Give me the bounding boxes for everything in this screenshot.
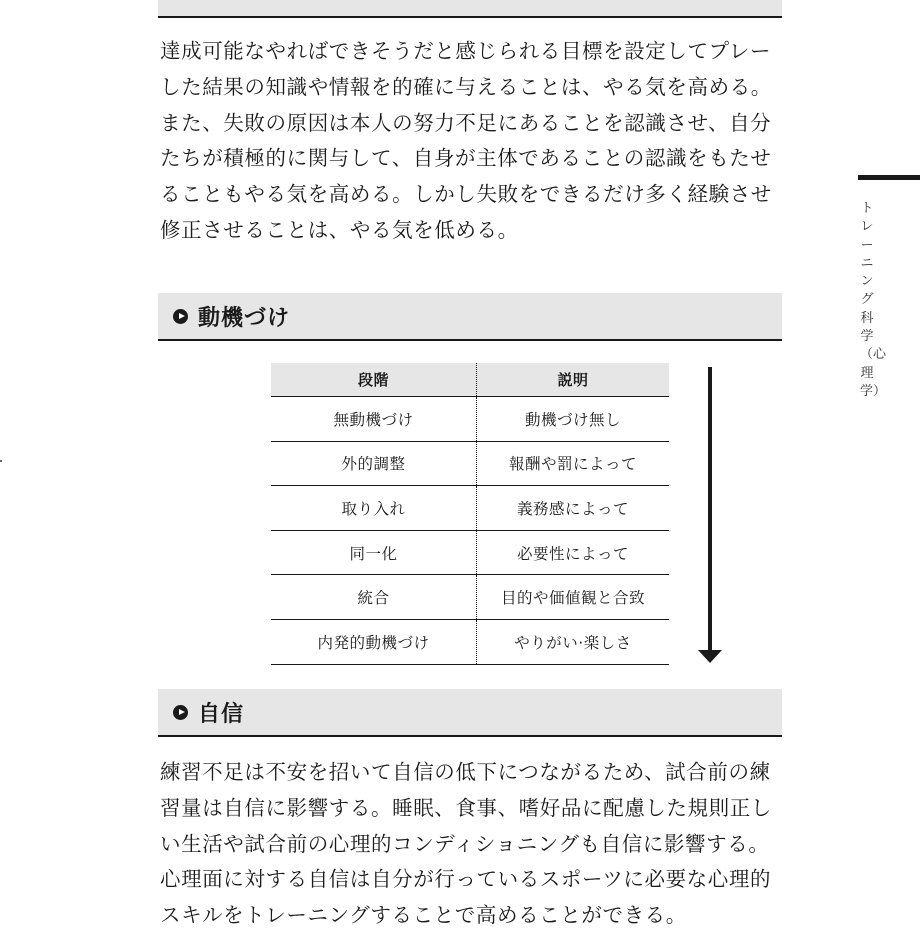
stage-cell: 外的調整 xyxy=(271,441,477,486)
description-cell: 目的や価値観と合致 xyxy=(477,575,670,620)
description-cell: 動機づけ無し xyxy=(477,397,670,442)
side-tab-label: トレーニング科学（心理学） xyxy=(860,201,887,399)
stage-cell: 無動機づけ xyxy=(271,397,477,442)
table-row xyxy=(271,575,669,620)
motivation-section-header xyxy=(158,293,782,341)
description-cell: やりがい·楽しさ xyxy=(477,619,670,664)
previous-section-header xyxy=(158,0,782,18)
down-arrow-shaft xyxy=(708,367,712,652)
table-row xyxy=(271,397,669,442)
description-cell: 必要性によって xyxy=(477,530,670,575)
stage-cell: 統合 xyxy=(271,575,477,620)
motivation-stage-table xyxy=(271,363,669,665)
side-tab-bar xyxy=(858,175,920,180)
stage-cell: 内発的動機づけ xyxy=(271,619,477,664)
down-arrow-icon xyxy=(698,650,722,663)
confidence-section-title: 自信 xyxy=(198,701,245,727)
table-row xyxy=(271,530,669,575)
motivation-section-title: 動機づけ xyxy=(198,305,291,331)
table-row xyxy=(271,486,669,531)
stage-cell: 取り入れ xyxy=(271,486,477,531)
table-header-row xyxy=(271,363,669,397)
margin-mark xyxy=(0,460,2,462)
description-column-header: 説明 xyxy=(477,363,670,397)
confidence-section-header xyxy=(158,689,782,737)
motivation-factors-paragraph: 達成可能なやればできそうだと感じられる目標を設定してプレーした結果の知識や情報を的確に与えることは、やる気を高める。また、失敗の原因は本人の努力不足にあることを認識させ、自分たちが積極的に関与して、自身が主体であることの認識をもたせることもやる気を高める。しかし失敗をできるだけ多く経験させ修正させることは、やる気を低める。 xyxy=(160,39,772,242)
description-cell: 報酬や罰によって xyxy=(477,441,670,486)
stage-column-header: 段階 xyxy=(271,363,477,397)
play-circle-icon xyxy=(173,705,188,720)
table-row xyxy=(271,619,669,664)
stage-cell: 同一化 xyxy=(271,530,477,575)
table-row xyxy=(271,441,669,486)
confidence-paragraph: 練習不足は不安を招いて自信の低下につながるため、試合前の練習量は自信に影響する。睡眠、食事、嗜好品に配慮した規則正しい生活や試合前の心理的コンディショニングも自信に影響する。心理面に対する自信は自分が行っているスポーツに必要な心理的スキルをトレーニングすることで高めることができる。 xyxy=(160,760,772,928)
play-circle-icon xyxy=(173,309,188,324)
description-cell: 義務感によって xyxy=(477,486,670,531)
